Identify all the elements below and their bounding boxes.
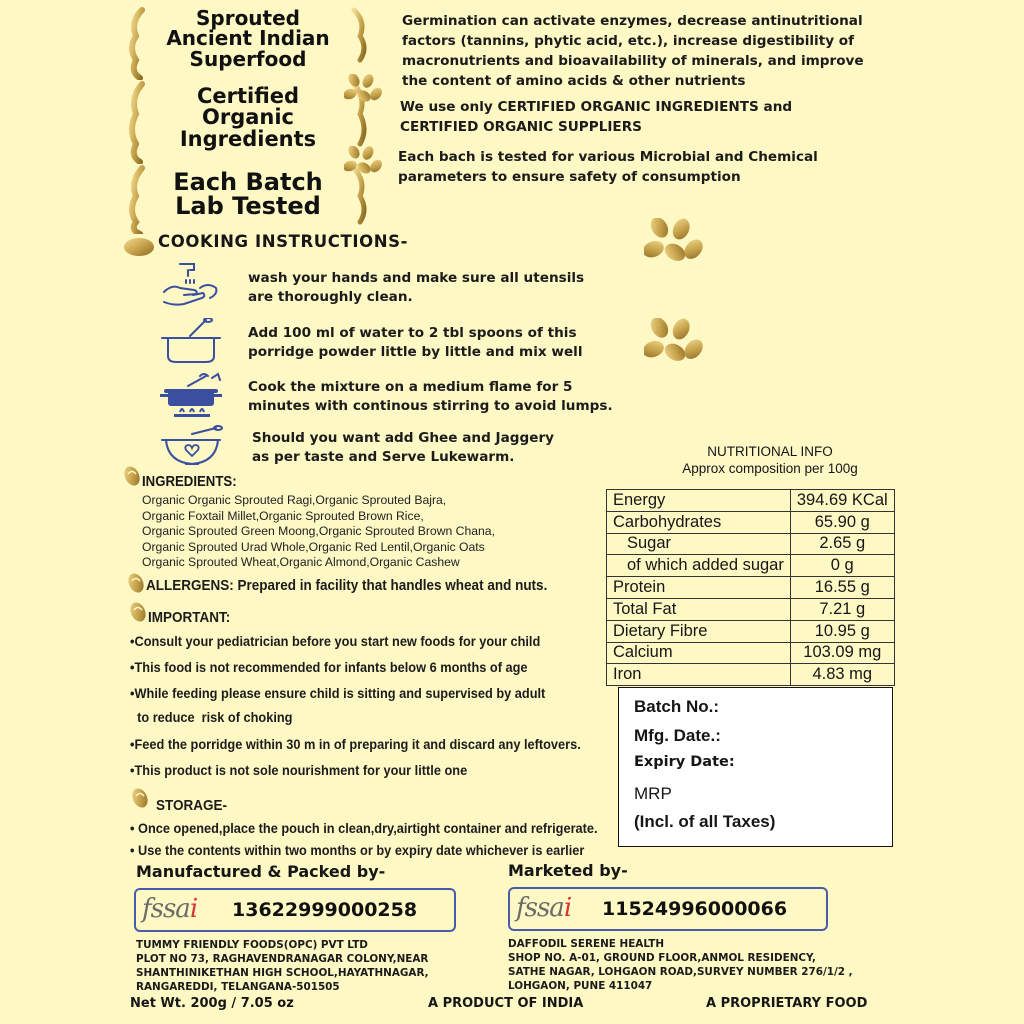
bowl-heart-icon <box>160 424 224 468</box>
hand-wash-icon <box>160 262 222 310</box>
important-bullet: to reduce risk of choking <box>130 710 293 726</box>
cooking-step-3: Cook the mixture on a medium flame for 5 minutes with continous stirring to avoid lumps. <box>248 379 613 414</box>
fssai-logo-icon: fssai <box>142 894 198 924</box>
pot-mixing-icon <box>160 318 222 364</box>
table-row: Protein 16.55 g <box>607 577 895 599</box>
testing-description: Each bach is tested for various Microbial and Chemical parameters to ensure safety of consumption <box>398 149 818 185</box>
grain-bullet-icon <box>122 236 156 258</box>
manufacturer-fssai-box <box>134 888 456 932</box>
marketer-title: Marketed by- <box>508 861 628 880</box>
allergens-text: ALLERGENS: Prepared in facility that handles wheat and nuts. <box>146 577 548 594</box>
fssai-logo-icon: fssai <box>516 893 572 923</box>
table-row: Calcium 103.09 mg <box>607 642 895 664</box>
manufacturer-address: TUMMY FRIENDLY FOODS(OPC) PVT LTD PLOT NO 73, RAGHAVENDRANAGAR COLONY,NEAR SHANTHINIKETHAN HIGH SCHOOL,HAYATHNAGAR, RANGAREDDI, TELANGANA-501505 <box>136 939 429 993</box>
table-row: Total Fat 7.21 g <box>607 598 895 620</box>
food-type: A PROPRIETARY FOOD <box>706 996 868 1011</box>
nutrition-subtitle: Approx composition per 100g <box>682 461 858 476</box>
banner-line: Superfood <box>189 46 307 71</box>
marketer-address: DAFFODIL SERENE HEALTH SHOP NO. A-01, GROUND FLOOR,ANMOL RESIDENCY, SATHE NAGAR, LOHGAON ROAD,SURVEY NUMBER 276/1/2 , LOHGAON, PUNE 411047 <box>508 938 853 992</box>
banner-lab-tested <box>128 164 368 234</box>
grains-icon <box>344 146 382 176</box>
cooking-step-4: Should you want add Ghee and Jaggery as per taste and Serve Lukewarm. <box>252 430 555 465</box>
table-row: Sugar 2.65 g <box>607 533 895 555</box>
marketer-fssai-number: 11524996000066 <box>602 898 788 920</box>
nutrition-header <box>660 443 880 477</box>
important-title: IMPORTANT: <box>148 609 231 626</box>
table-row: of which added sugar 0 g <box>607 555 895 577</box>
banner-line: Ingredients <box>179 126 317 151</box>
list-item: Organic Organic Sprouted Ragi,Organic Sprouted Bajra, <box>142 493 447 507</box>
grain-bullet-icon <box>130 788 150 812</box>
taxes-label: (Incl. of all Taxes) <box>634 812 776 831</box>
storage-title: STORAGE- <box>156 797 228 814</box>
banner-line: Ancient Indian <box>166 26 330 51</box>
net-weight: Net Wt. 200g / 7.05 oz <box>130 996 294 1011</box>
grains-icon <box>644 318 706 368</box>
banner-line: Sprouted <box>195 6 300 30</box>
important-bullet: •Feed the porridge within 30 m in of preparing it and discard any leftovers. <box>130 737 581 753</box>
cooking-pot-icon <box>160 372 226 418</box>
product-origin: A PRODUCT OF INDIA <box>428 996 584 1011</box>
cooking-step-1: wash your hands and make sure all utensils are thoroughly clean. <box>248 270 585 305</box>
manufacturer-title: Manufactured & Packed by- <box>136 862 386 881</box>
banner-line: Certified <box>196 84 300 108</box>
list-item: Organic Sprouted Wheat,Organic Almond,Organic Cashew <box>142 555 460 570</box>
important-bullet: •Consult your pediatrician before you start new foods for your child <box>130 634 541 650</box>
important-bullet: •While feeding please ensure child is sitting and supervised by adult <box>130 686 546 702</box>
marketer-fssai-box <box>508 887 828 931</box>
storage-bullet: • Use the contents within two months or by expiry date whichever is earlier <box>130 843 585 859</box>
table-row: Dietary Fibre 10.95 g <box>607 620 895 642</box>
manufacturer-fssai-number: 13622999000258 <box>232 899 418 921</box>
grain-bullet-icon <box>122 466 142 490</box>
cooking-instructions-title: COOKING INSTRUCTIONS- <box>158 232 409 251</box>
grains-icon <box>344 74 382 104</box>
grains-icon <box>644 218 706 268</box>
grain-bullet-icon <box>128 602 148 626</box>
important-bullet: •This food is not recommended for infants below 6 months of age <box>130 660 528 676</box>
list-item: Organic Sprouted Urad Whole,Organic Red Lentil,Organic Oats <box>142 539 485 554</box>
batch-info-box <box>618 687 893 847</box>
list-item: Organic Sprouted Green Moong,Organic Sprouted Brown Chana, <box>142 524 495 539</box>
germination-description: Germination can activate enzymes, decrease antinutritional factors (tannins, phytic acid, etc.), increase digestibility of macronutrients and bioavailability of minerals, and improve the content of amino acids & other nutrients <box>402 13 864 89</box>
mrp-label: MRP <box>634 784 672 803</box>
banner-line: Organic <box>201 105 294 130</box>
table-row: Carbohydrates 65.90 g <box>607 511 895 533</box>
banner-certified-organic <box>128 80 368 164</box>
batch-no-label: Batch No.: <box>634 697 719 716</box>
list-item: Organic Foxtail Millet,Organic Sprouted Brown Rice, <box>142 508 424 523</box>
organic-description: We use only CERTIFIED ORGANIC INGREDIENTS and CERTIFIED ORGANIC SUPPLIERS <box>400 99 793 135</box>
ingredients-title: INGREDIENTS: <box>142 473 237 490</box>
banner-sprouted-superfood <box>128 2 368 80</box>
grain-bullet-icon <box>126 573 146 597</box>
table-row: Energy 394.69 KCal <box>607 490 895 512</box>
banner-line: Each Batch <box>173 168 323 196</box>
expiry-date-label: Expiry Date: <box>634 754 735 770</box>
banner-line: Lab Tested <box>175 192 321 221</box>
cooking-step-2: Add 100 ml of water to 2 tbl spoons of this porridge powder little by little and mix well <box>248 325 583 360</box>
table-row: Iron 4.83 mg <box>607 664 895 686</box>
storage-bullet: • Once opened,place the pouch in clean,dry,airtight container and refrigerate. <box>130 821 598 837</box>
nutrition-table <box>606 489 895 686</box>
mfg-date-label: Mfg. Date.: <box>634 726 721 745</box>
ingredients-list <box>142 493 495 571</box>
nutrition-title: NUTRITIONAL INFO <box>707 444 833 459</box>
important-bullet: •This product is not sole nourishment for your little one <box>130 763 468 779</box>
